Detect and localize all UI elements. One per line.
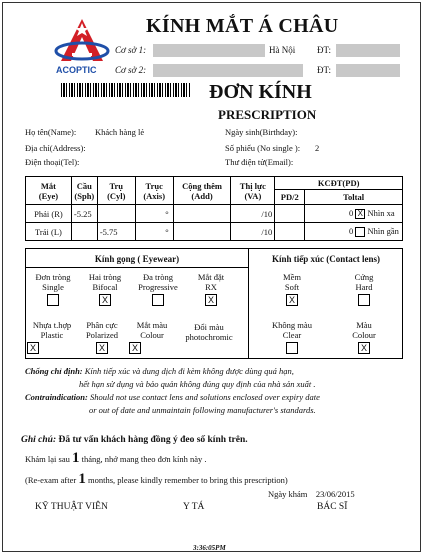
address-label: Địa chỉ(Address): bbox=[25, 143, 86, 153]
header-pd: KCĐT(PD) bbox=[275, 177, 403, 190]
sig-nurse: Y TÁ bbox=[183, 502, 205, 512]
prescription-page bbox=[2, 2, 421, 552]
contra-en-line1: Should not use contact lens and solutions enclosed over expiry date bbox=[89, 392, 320, 402]
branch2-label: Cơ sở 2: bbox=[115, 65, 147, 75]
right-va: /10 bbox=[231, 205, 275, 223]
clear-checkbox[interactable] bbox=[286, 342, 298, 354]
left-cyl: -5.75 bbox=[97, 223, 135, 241]
recheck-line bbox=[25, 450, 207, 467]
far-vision-checkbox[interactable]: X bbox=[355, 209, 365, 219]
reexam-line bbox=[25, 471, 288, 488]
near-vision-checkbox[interactable] bbox=[355, 227, 365, 237]
phone1-label: ĐT: bbox=[317, 45, 332, 55]
header-pd2: PD/2 bbox=[275, 190, 305, 205]
branch1-address-redacted bbox=[153, 44, 265, 57]
sig-doctor: BÁC SĨ bbox=[317, 502, 348, 512]
contact-clear: Không màu Clear bbox=[257, 321, 327, 354]
recheck-post: tháng, nhớ mang theo đơn kính này . bbox=[81, 454, 207, 464]
sig-technician: KỸ THUẬT VIÊN bbox=[35, 502, 108, 512]
recheck-pre: Khám lại sau bbox=[25, 454, 70, 464]
date-label: Ngày khám bbox=[268, 489, 308, 499]
contact-soft: Mềm Soft X bbox=[283, 272, 301, 305]
rx-table bbox=[25, 176, 403, 241]
left-add bbox=[173, 223, 231, 241]
name-value: Khách hàng lẻ bbox=[95, 127, 145, 137]
right-eye-label: Phải (R) bbox=[26, 205, 72, 223]
eyewear-title-rule bbox=[25, 267, 249, 268]
left-total bbox=[305, 223, 403, 241]
birthday-label: Ngày sinh(Birthday): bbox=[225, 127, 298, 137]
right-pd2 bbox=[275, 205, 305, 223]
barcode bbox=[61, 83, 191, 97]
eyewear-plastic: Nhựa t.hợp Plastic X bbox=[25, 321, 79, 354]
contra-en-line2: or out of date and unmaintain following manufacturer's standards. bbox=[89, 405, 316, 415]
header-sph: Cầu (Sph) bbox=[71, 177, 97, 205]
name-label: Họ tên(Name): bbox=[25, 127, 77, 137]
branch2-address-redacted bbox=[153, 64, 303, 77]
doc-title: ĐƠN KÍNH bbox=[209, 81, 312, 103]
shop-name: KÍNH MẮT Á CHÂU bbox=[146, 15, 339, 37]
reexam-pre: (Re-exam after bbox=[25, 475, 77, 485]
email-label: Thư điện tử(Email): bbox=[225, 157, 294, 167]
left-sph bbox=[71, 223, 97, 241]
near-vision-label: Nhìn gần bbox=[367, 225, 399, 236]
phone2-label: ĐT: bbox=[317, 65, 332, 75]
contra-vi-line1: Kính tiếp xúc và dung dịch đi kèm không được dùng quá hạn, bbox=[84, 366, 294, 376]
eyewear-bifocal: Hai tròng Bifocal X bbox=[88, 272, 122, 305]
colour-checkbox[interactable]: X bbox=[129, 342, 141, 354]
soft-checkbox[interactable]: X bbox=[286, 294, 298, 306]
contra-vi-line2: hết hạn sử dụng và bảo quản không đúng quy định của nhà sản xuất . bbox=[79, 379, 316, 389]
single-value: 2 bbox=[315, 143, 320, 153]
exam-date bbox=[268, 489, 355, 499]
left-axis: ° bbox=[135, 223, 173, 241]
eyewear-polarized: Phân cực Polarized X bbox=[85, 320, 119, 353]
header-total: Toltal bbox=[305, 190, 403, 205]
header-va: Thị lực (VA) bbox=[231, 177, 275, 205]
eyewear-progressive: Đa tròng Progressive bbox=[131, 273, 185, 306]
date-value: 23/06/2015 bbox=[315, 489, 355, 499]
right-total-value: 0 bbox=[348, 207, 354, 218]
single-label: Số phiếu (No single ): bbox=[225, 143, 301, 153]
header-axis: Trục (Axis) bbox=[135, 177, 173, 205]
eyewear-title: Kính gọng ( Eyewear) bbox=[94, 254, 180, 264]
logo-text: ACOPTIC bbox=[56, 65, 97, 75]
contact-hard: Cứng Hard bbox=[337, 273, 391, 306]
branch1-city: Hà Nội bbox=[269, 45, 296, 55]
contact-colour-checkbox[interactable]: X bbox=[358, 342, 370, 354]
far-vision-label: Nhìn xa bbox=[367, 207, 395, 218]
progressive-checkbox[interactable] bbox=[152, 294, 164, 306]
contra-vi bbox=[25, 366, 417, 376]
reexam-num: 1 bbox=[78, 471, 86, 487]
right-total bbox=[305, 205, 403, 223]
left-va: /10 bbox=[231, 223, 275, 241]
note-line bbox=[21, 435, 248, 445]
contra-en-label: Contraindication: bbox=[25, 392, 88, 402]
rx-checkbox[interactable]: X bbox=[205, 294, 217, 306]
single-checkbox[interactable] bbox=[47, 294, 59, 306]
eyewear-single: Đơn tròng Single bbox=[27, 273, 79, 306]
tel-label: Điện thoại(Tel): bbox=[25, 157, 80, 167]
branch1-label: Cơ sở 1: bbox=[115, 45, 147, 55]
section-divider bbox=[248, 248, 249, 359]
header-cyl: Trụ (Cyl) bbox=[97, 177, 135, 205]
rx-row-left bbox=[26, 223, 403, 241]
bifocal-checkbox[interactable]: X bbox=[99, 294, 111, 306]
phone2-redacted bbox=[336, 64, 400, 77]
contra-vi-label: Chống chỉ định: bbox=[25, 366, 83, 376]
contact-title: Kính tiếp xúc (Contact lens) bbox=[272, 254, 380, 264]
right-add bbox=[173, 205, 231, 223]
eyewear-photochromic: Đổi màu photochromic bbox=[185, 322, 233, 342]
right-cyl bbox=[97, 205, 135, 223]
left-pd2 bbox=[275, 223, 305, 241]
hard-checkbox[interactable] bbox=[358, 294, 370, 306]
left-total-value: 0 bbox=[348, 225, 354, 236]
contact-colour: Màu Colour X bbox=[352, 320, 376, 353]
print-time: 3:36:05PM bbox=[193, 544, 226, 552]
plastic-checkbox[interactable]: X bbox=[27, 342, 39, 354]
rx-row-right bbox=[26, 205, 403, 223]
left-eye-label: Trái (L) bbox=[26, 223, 72, 241]
reexam-post: months, please kindly remember to bring this prescription) bbox=[87, 475, 288, 485]
right-sph: -5.25 bbox=[71, 205, 97, 223]
phone1-redacted bbox=[336, 44, 400, 57]
header-add: Cộng thêm (Add) bbox=[173, 177, 231, 205]
contra-en bbox=[25, 392, 417, 402]
eyewear-colour: Mắt màu Colour X bbox=[127, 321, 177, 354]
right-axis: ° bbox=[135, 205, 173, 223]
note-label: Ghi chú: bbox=[21, 435, 57, 445]
header-eye: Mắt (Eye) bbox=[26, 177, 72, 205]
doc-subtitle: PRESCRIPTION bbox=[218, 107, 317, 122]
eyewear-rx: Mắt đặt RX X bbox=[197, 272, 225, 305]
polarized-checkbox[interactable]: X bbox=[96, 342, 108, 354]
recheck-num: 1 bbox=[71, 450, 80, 466]
note-text: Đã tư vấn khách hàng đồng ý đeo số kính trên. bbox=[58, 435, 248, 445]
